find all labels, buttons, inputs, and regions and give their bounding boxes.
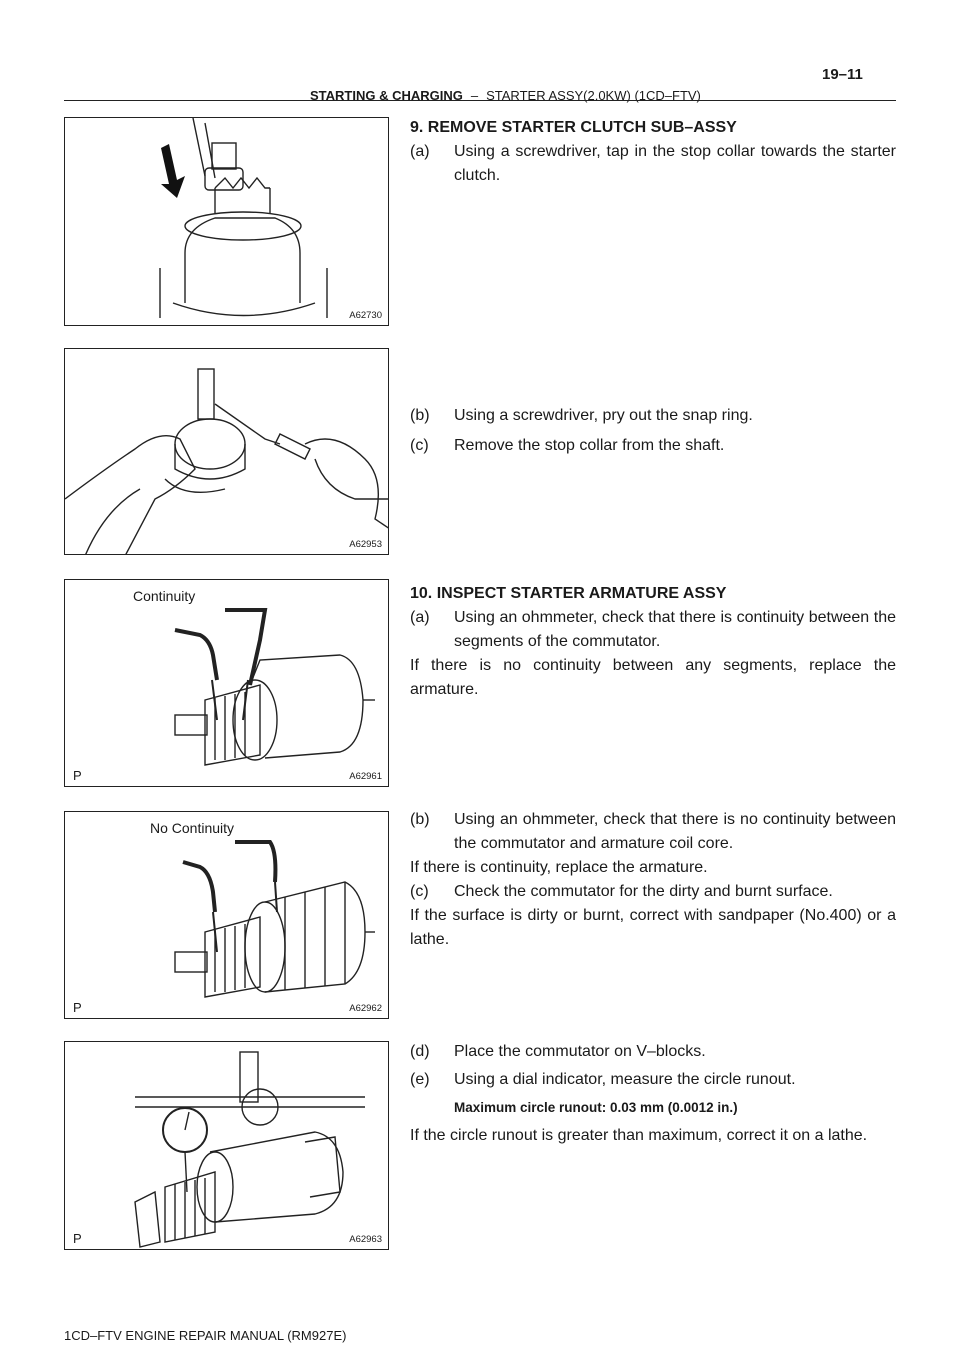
figure-continuity-check	[64, 579, 389, 787]
substep-9a	[410, 140, 896, 188]
armature-no-continuity-illustration	[65, 812, 389, 1019]
page-footer: 1CD–FTV ENGINE REPAIR MANUAL (RM927E)	[64, 1328, 347, 1343]
figure-snap-ring-removal	[64, 348, 389, 555]
substep-9c	[410, 434, 896, 458]
step-10-heading: 10. INSPECT STARTER ARMATURE ASSY	[410, 585, 727, 602]
substep-9b	[410, 404, 896, 428]
step-10-block	[410, 582, 896, 702]
substep-text: Using a screwdriver, pry out the snap ring.	[454, 407, 753, 424]
note-text: If there is continuity, replace the armature.	[410, 859, 708, 876]
substep-label: (e)	[410, 1071, 430, 1088]
header-subsection: STARTER ASSY(2.0KW) (1CD–FTV)	[486, 88, 701, 103]
substep-text: Using an ohmmeter, check that there is continuity between the segments of the commutator.	[454, 609, 896, 650]
figure-p-mark: P	[73, 1231, 82, 1246]
step-10-continuity-block	[410, 808, 896, 952]
figure-code: A62953	[349, 539, 382, 550]
substep-text: Using a screwdriver, tap in the stop collar towards the starter clutch.	[454, 143, 896, 184]
substep-label: (b)	[410, 407, 430, 424]
header-section: STARTING & CHARGING	[310, 88, 463, 103]
figure-code: A62961	[349, 771, 382, 782]
spec-text: Maximum circle runout: 0.03 mm (0.0012 in.)	[454, 1100, 738, 1115]
note-text: If the circle runout is greater than maximum, correct it on a lathe.	[410, 1127, 868, 1144]
step-9-block	[410, 116, 896, 188]
step-10-runout-block	[410, 1040, 896, 1148]
substep-text: Place the commutator on V–blocks.	[454, 1043, 706, 1060]
armature-continuity-illustration	[65, 580, 389, 787]
substep-text: Using an ohmmeter, check that there is no continuity between the commutator and armature coil core.	[454, 811, 896, 852]
substep-label: (c)	[410, 883, 429, 900]
substep-label: (a)	[410, 609, 430, 626]
substep-10a	[410, 606, 896, 654]
note-text: If there is no continuity between any segments, replace the armature.	[410, 657, 896, 698]
dial-indicator-illustration	[65, 1042, 389, 1250]
figure-p-mark: P	[73, 768, 82, 783]
continuity-label: Continuity	[133, 588, 196, 604]
figure-code: A62730	[349, 310, 382, 321]
figure-p-mark: P	[73, 1000, 82, 1015]
figure-no-continuity-check	[64, 811, 389, 1019]
figure-code: A62963	[349, 1234, 382, 1245]
page-number: 19–11	[822, 66, 863, 83]
substep-10e	[410, 1068, 896, 1092]
substep-label: (a)	[410, 143, 430, 160]
substep-label: (b)	[410, 811, 430, 828]
note-text: If the surface is dirty or burnt, correct with sandpaper (No.400) or a lathe.	[410, 907, 896, 948]
substep-text: Remove the stop collar from the shaft.	[454, 437, 725, 454]
step-9-continued-block	[410, 404, 896, 458]
substep-label: (d)	[410, 1043, 430, 1060]
substep-text: Check the commutator for the dirty and burnt surface.	[454, 883, 833, 900]
substep-10b	[410, 808, 896, 856]
figure-starter-clutch-tap	[64, 117, 389, 326]
header-rule	[64, 100, 896, 101]
substep-text: Using a dial indicator, measure the circle runout.	[454, 1071, 796, 1088]
snap-ring-illustration	[65, 349, 389, 555]
step-9-heading: 9. REMOVE STARTER CLUTCH SUB–ASSY	[410, 119, 737, 136]
substep-10d	[410, 1040, 896, 1064]
figure-circle-runout	[64, 1041, 389, 1250]
no-continuity-label: No Continuity	[150, 820, 235, 836]
starter-clutch-illustration	[65, 118, 389, 326]
figure-code: A62962	[349, 1003, 382, 1014]
substep-10c	[410, 880, 896, 904]
header-separator: –	[470, 88, 479, 103]
substep-label: (c)	[410, 437, 429, 454]
